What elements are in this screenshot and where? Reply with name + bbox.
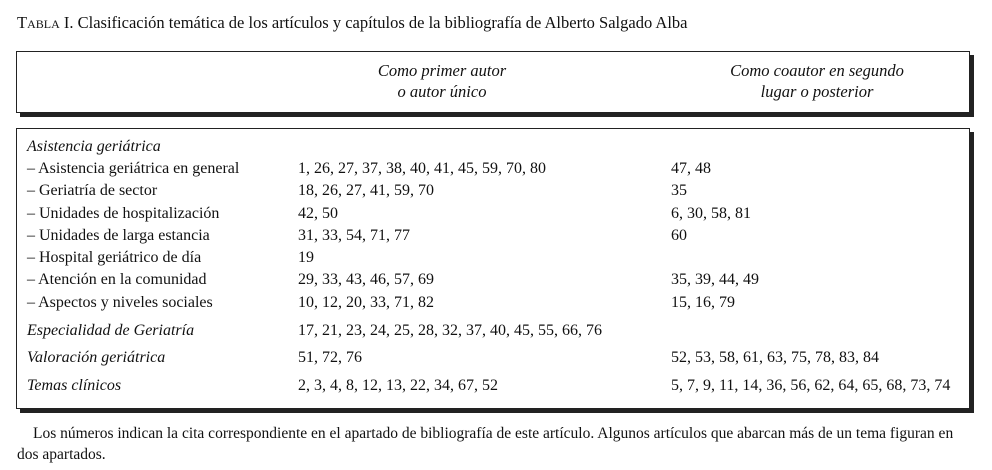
row-label: – Geriatría de sector (27, 182, 158, 199)
row-label: – Aspectos y niveles sociales (27, 294, 213, 311)
row-label: Valoración geriátrica (27, 349, 166, 366)
row-label: – Hospital geriátrico de día (27, 249, 202, 266)
row-label: Temas clínicos (27, 377, 122, 394)
first-author-refs: 51, 72, 76 (298, 349, 362, 366)
first-author-refs: 42, 50 (298, 205, 338, 222)
coauthor-refs: 60 (671, 227, 687, 244)
row-label: – Unidades de larga estancia (27, 227, 210, 244)
table-label: Tabla I. (17, 13, 74, 32)
table-body (16, 128, 970, 409)
coauthor-refs: 6, 30, 58, 81 (671, 205, 751, 222)
column-header-first-author: Como primer autor o autor único (377, 61, 507, 101)
row-label: – Asistencia geriátrica en general (27, 160, 240, 177)
first-author-refs: 29, 33, 43, 46, 57, 69 (298, 271, 434, 288)
table-title: Clasificación temática de los artículos y capítulos de la bibliografía de Alberto Salgado Alba (77, 13, 688, 32)
coauthor-refs: 35, 39, 44, 49 (671, 271, 759, 288)
coauthor-refs: 47, 48 (671, 160, 711, 177)
first-author-refs: 2, 3, 4, 8, 12, 13, 22, 34, 67, 52 (298, 377, 498, 394)
table-header (16, 51, 970, 113)
table-footnote: Los números indican la cita correspondiente en el apartado de bibliografía de este artículo. Algunos artículos que abarcan más de un tema figuran en dos apartados. (17, 425, 954, 463)
row-label: – Unidades de hospitalización (27, 205, 220, 222)
row-label: Asistencia geriátrica (27, 138, 161, 155)
coauthor-refs: 52, 53, 58, 61, 63, 75, 78, 83, 84 (671, 349, 879, 366)
coauthor-refs: 5, 7, 9, 11, 14, 36, 56, 62, 64, 65, 68, 73, 74 (671, 377, 951, 394)
first-author-refs: 18, 26, 27, 41, 59, 70 (298, 182, 434, 199)
table-caption (17, 13, 688, 33)
first-author-refs: 10, 12, 20, 33, 71, 82 (298, 294, 434, 311)
first-author-refs: 19 (298, 249, 314, 266)
column-header-coauthor: Como coautor en segundo lugar o posterior (730, 61, 904, 101)
first-author-refs: 31, 33, 54, 71, 77 (298, 227, 410, 244)
row-label: – Atención en la comunidad (27, 271, 207, 288)
first-author-refs: 17, 21, 23, 24, 25, 28, 32, 37, 40, 45, 55, 66, 76 (298, 322, 602, 339)
first-author-refs: 1, 26, 27, 37, 38, 40, 41, 45, 59, 70, 80 (298, 160, 546, 177)
coauthor-refs: 35 (671, 182, 687, 199)
row-label: Especialidad de Geriatría (27, 322, 195, 339)
coauthor-refs: 15, 16, 79 (671, 294, 735, 311)
